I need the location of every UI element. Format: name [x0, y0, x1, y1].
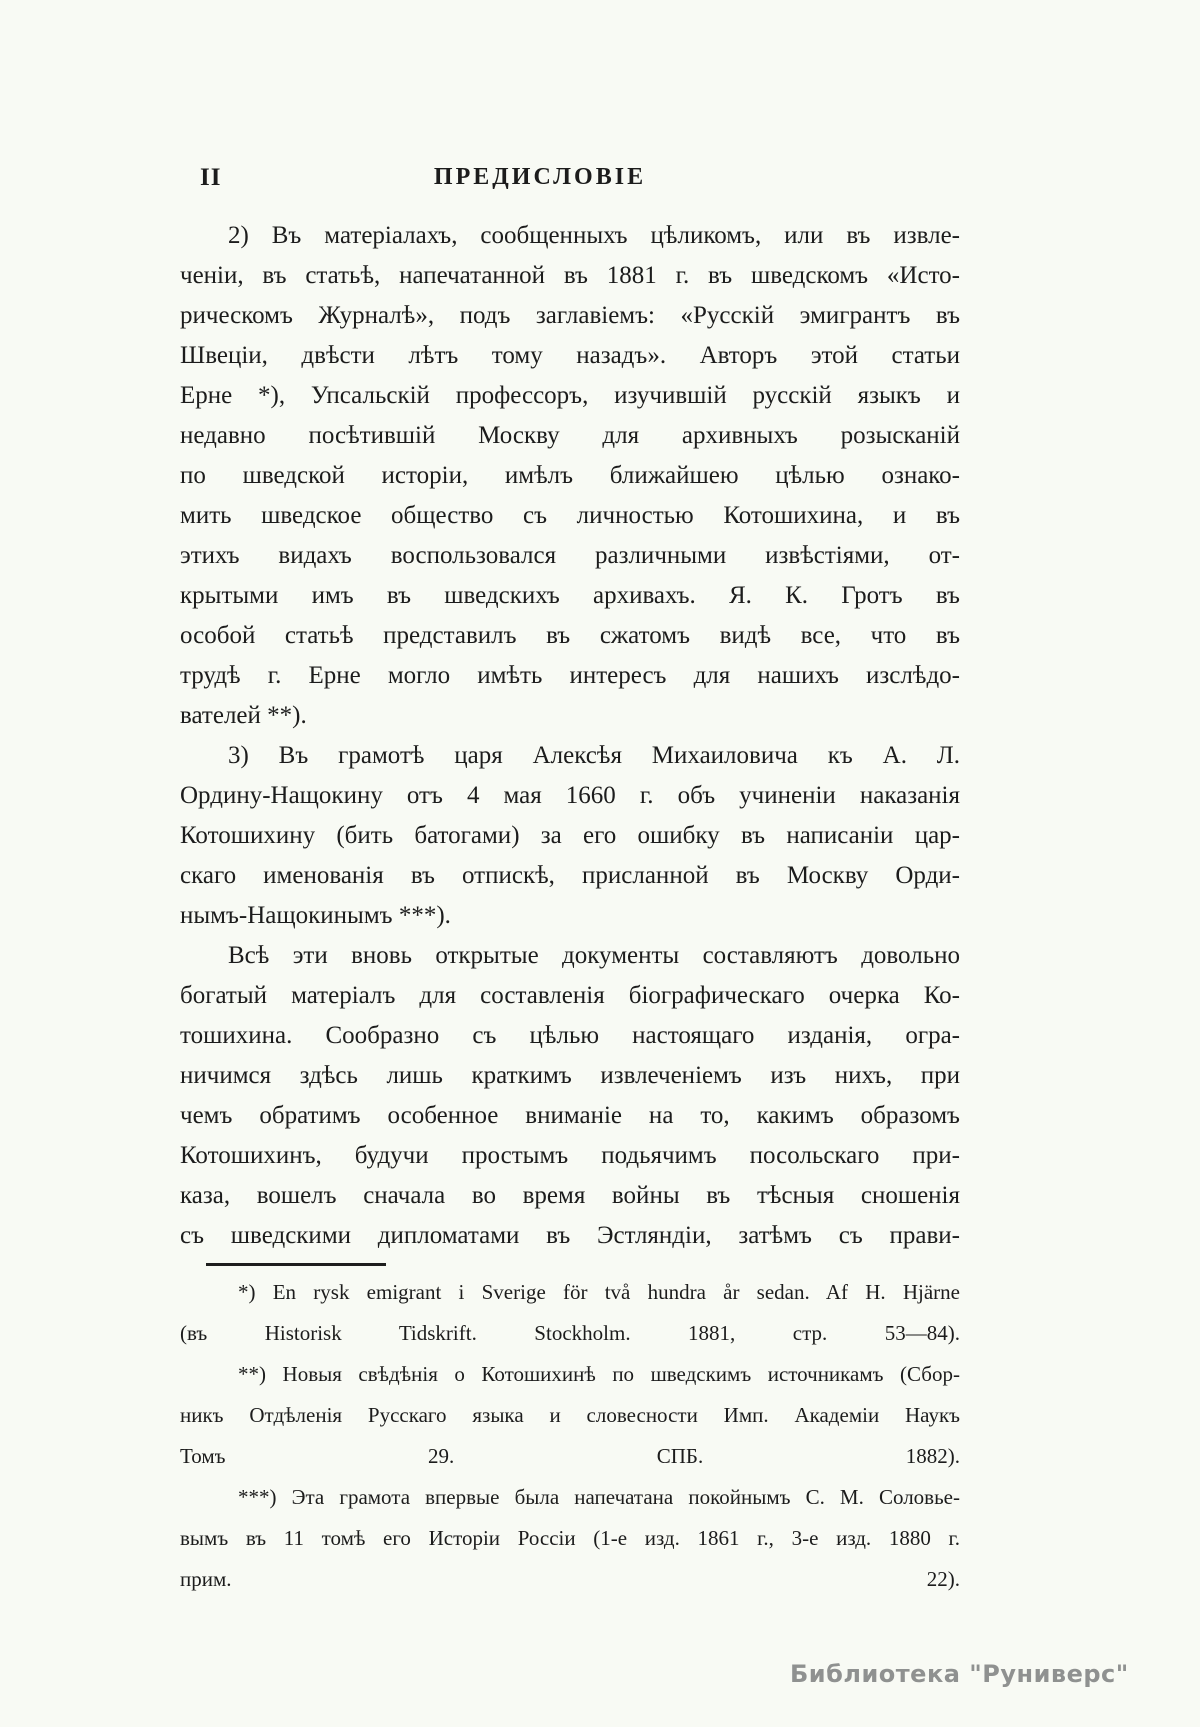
text-line: Ерне *), Упсальскій профессоръ, изучившій русскій языкъ и: [180, 382, 960, 409]
text-line: по шведской исторіи, имѣлъ ближайшею цѣлью ознако-: [180, 462, 960, 489]
text-line: тошихина. Сообразно съ цѣлью настоящаго изданія, огра-: [180, 1022, 960, 1049]
text-line: особой статьѣ представилъ въ сжатомъ видѣ все, что въ: [180, 622, 960, 649]
text-line: недавно посѣтившій Москву для архивныхъ розысканій: [180, 422, 960, 449]
text-line: Котошихину (бить батогами) за его ошибку въ написаніи цар-: [180, 822, 960, 849]
paragraph: [180, 1354, 960, 1477]
text-line: рическомъ Журналѣ», подъ заглавіемъ: «Русскій эмигрантъ въ: [180, 302, 960, 329]
body-text: [180, 216, 960, 1256]
text-line: 3) Въ грамотѣ царя Алексѣя Михаиловича къ А. Л.: [228, 742, 960, 769]
text-line: Томъ 29. СПБ. 1882).: [180, 1444, 960, 1468]
text-line: богатый матеріалъ для составленія біографическаго очерка Ко-: [180, 982, 960, 1009]
text-line: съ шведскими дипломатами въ Эстляндіи, затѣмъ съ прави-: [180, 1222, 960, 1249]
text-line: вателей **).: [180, 702, 307, 729]
paragraph: [180, 736, 960, 936]
text-line: этихъ видахъ воспользовался различными извѣстіями, от-: [180, 542, 960, 569]
text-line: **) Новыя свѣдѣнія о Котошихинѣ по шведскимъ источникамъ (Сбор-: [238, 1362, 960, 1386]
text-line: чемъ обратимъ особенное вниманіе на то, какимъ образомъ: [180, 1102, 960, 1129]
page-number: II: [200, 164, 222, 191]
text-line: Котошихинъ, будучи простымъ подьячимъ посольскаго при-: [180, 1142, 960, 1169]
text-line: нымъ-Нащокинымъ ***).: [180, 902, 451, 929]
text-line: никъ Отдѣленія Русскаго языка и словесности Имп. Академіи Наукъ: [180, 1403, 960, 1427]
library-watermark: Библиотека "Руниверс": [790, 1660, 1129, 1688]
text-line: трудѣ г. Ерне могло имѣть интересъ для нашихъ изслѣдо-: [180, 662, 960, 689]
text-line: Всѣ эти вновь открытые документы составляютъ довольно: [228, 942, 960, 969]
paragraph: [180, 1477, 960, 1600]
paragraph: [180, 936, 960, 1256]
text-line: вымъ въ 11 томѣ его Исторіи Россіи (1-е изд. 1861 г., 3-е изд. 1880 г.: [180, 1526, 960, 1550]
running-head: ПРЕДИСЛОВІЕ: [433, 164, 647, 190]
text-line: мить шведское общество съ личностью Котошихина, и въ: [180, 502, 960, 529]
text-line: Швеціи, двѣсти лѣтъ тому назадъ». Авторъ этой статьи: [180, 342, 960, 369]
text-line: 2) Въ матеріалахъ, сообщенныхъ цѣликомъ, или въ извле-: [228, 222, 960, 249]
text-line: ***) Эта грамота впервые была напечатана покойнымъ С. М. Соловье-: [238, 1485, 960, 1509]
text-line: ничимся здѣсь лишь краткимъ извлеченіемъ изъ нихъ, при: [180, 1062, 960, 1089]
text-line: прим. 22).: [180, 1567, 960, 1591]
text-line: Ордину-Нащокину отъ 4 мая 1660 г. объ учиненіи наказанія: [180, 782, 960, 809]
paragraph: [180, 1272, 960, 1354]
text-line: скаго именованія въ отпискѣ, присланной въ Москву Орди-: [180, 862, 960, 889]
text-line: (въ Historisk Tidskrift. Stockholm. 1881, стр. 53—84).: [180, 1321, 960, 1345]
text-line: каза, вошелъ сначала во время войны въ тѣсныя сношенія: [180, 1182, 960, 1209]
footnote-separator: [206, 1263, 386, 1266]
text-line: ченіи, въ статьѣ, напечатанной въ 1881 г. въ шведскомъ «Исто-: [180, 262, 960, 289]
footnotes: [180, 1272, 960, 1600]
text-line: крытыми имъ въ шведскихъ архивахъ. Я. К. Гротъ въ: [180, 582, 960, 609]
text-line: *) En rysk emigrant i Sverige för två hundra år sedan. Af H. Hjärne: [238, 1280, 960, 1304]
paragraph: [180, 216, 960, 736]
